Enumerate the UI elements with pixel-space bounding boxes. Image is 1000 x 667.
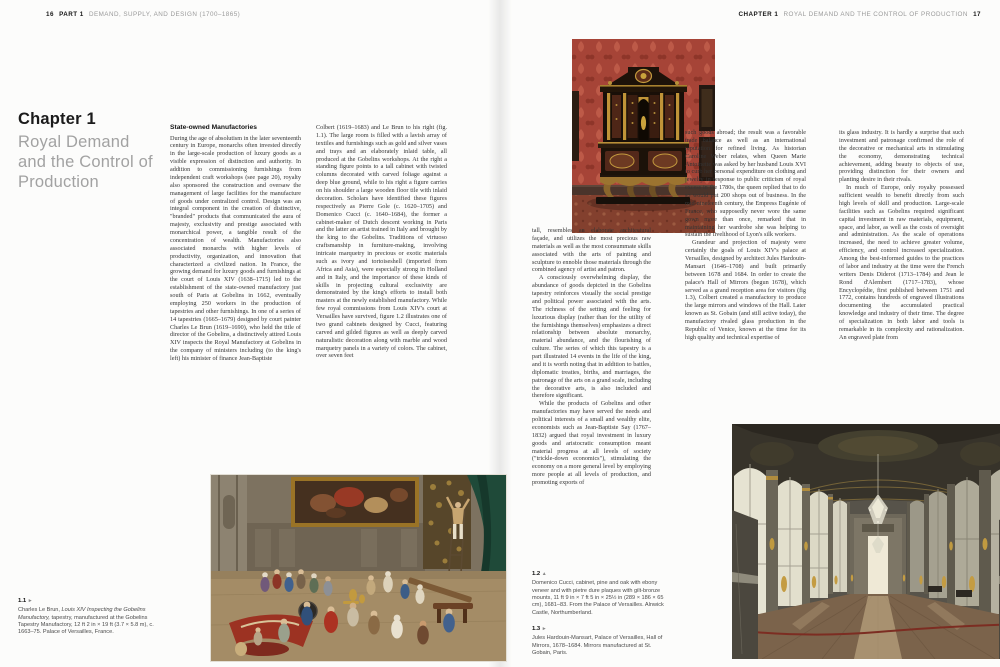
caption-number: 1.2 (532, 571, 541, 577)
caption-artist: Charles Le Brun, (18, 607, 60, 614)
left-page-column-1 (170, 124, 301, 456)
body-paragraph: tall, resembles an elaborate architectural façade, and utilizes the most precious raw materials as well as the most consummate skills associated with the arts of painting and sculpture to ennoble those materials through the combined agency of artist and patron. (532, 227, 651, 274)
right-running-header (739, 11, 984, 18)
left-page-column-2 (316, 124, 447, 456)
chapter-number: Chapter 1 (18, 110, 96, 128)
chapter-label: CHAPTER 1 (738, 11, 779, 18)
chapter-title-block (18, 110, 160, 192)
caption-figure-1-2 (532, 571, 664, 617)
tapestry-photo-louis-xiv-inspecting-gobelins (210, 474, 507, 662)
chapter-running-title: ROYAL DEMAND AND THE CONTROL OF PRODUCTION (783, 11, 968, 18)
part-title: DEMAND, SUPPLY, AND DESIGN (1700–1865) (88, 11, 241, 18)
caption-details: tapestry, manufactured at the Gobelins Tapestry Manufactory, 12 ft 2 in × 19 ft (3.7 × 5.8 m), c. 1663–75. Palace of Versailles, France. (18, 614, 154, 636)
caption-pointer-icon: ► (541, 626, 547, 632)
body-paragraph: such goods abroad; the result was a favorable trade balance as well as an international reputation for refined living. As historian Caroline Weber relates, when Queen Marie Antoinette was asked by her husband Louis XVI to curb her personal expenditure on clothing and jewelry in response to public criticism of royal excess in the 1780s, the queen replied that to do so would put 200 shops out of business. In the mid-nineteenth century, the Empress Eugénie of France, who supposedly never wore the same gown more than once, remarked that in maintaining her wardrobe she was helping to sustain the livelihood of Lyon's silk workers. (685, 129, 806, 239)
left-running-header (46, 11, 243, 18)
body-paragraph: In much of Europe, only royalty possessed sufficient wealth to benefit directly from such high levels of skill and production. Large-scale facilities such as Gobelins required significant capital investment in raw materials, equipment, space, and labor, as well as the costs of oversight and administration. As the scale of operations increased, the need to achieve greater volume, efficiency, and control increased specialization. Among the best-informed guides to the practices of labor and industry at the time were the French writers Denis Diderot (1713–1784) and Jean le Rond d'Alembert (1717–1783), whose Encyclopédie, first published between 1751 and 1772, contains hundreds of engraved illustrations documenting the accumulated practical knowledge and industry of their time. The degree of specialization in both labor and tools is remarkable in its complexity and rationalization. An engraved plate from (839, 184, 964, 341)
chapter-title: Royal Demand and the Control of Production (18, 133, 153, 192)
body-paragraph: Grandeur and projection of majesty were certainly the goals of Louis XIV's palace at Versailles, designed by architect Jules Hardouin-Mansart (1646–1708) and built primarily between 1678 and 1684. In order to create the palace's Hall of Mirrors (begun 1678), which served as a grand reception area for visitors (fig 1.3), Colbert created a manufactory to produce the large mirrors and windows of the Hall. Later known as St. Gobain (and still active today), the manufactory rivaled glass production in the Republic of Venice, known at the time for its high quality and technical expertise of (685, 239, 806, 341)
caption-number: 1.1 (18, 598, 27, 604)
caption-figure-1-3 (532, 626, 664, 657)
right-page-column-2 (685, 129, 806, 401)
right-page-number: 17 (973, 11, 981, 18)
body-paragraph: A consciously overwhelming display, the abundance of goods depicted in the Gobelins tapestry reinforces visually the social prestige and political power associated with the arts. The richness of the setting and feeling for luxurious display (rather than for the utility of the furnishings themselves) emphasizes a direct relationship between absolute monarchy, material abundance, and the flourishing of culture. The series of which this tapestry is a part illustrated 14 events in the life of the king, and it is worth noting that in addition to battles, diplomatic treaties, births, and marriages, the patronage of the arts on a grand scale, including the decorative arts, is also included and therefore significant. (532, 274, 651, 400)
body-paragraph: its glass industry. It is hardly a surprise that such investment and patronage confirmed the role of the decorative or mechanical arts in stimulating the economy, demonstrating technical achievement, adding beauty to objects of use, providing distinction for their owners and planting desire in their rivals. (839, 129, 964, 184)
right-page-column-3 (839, 129, 964, 401)
caption-number: 1.3 (532, 626, 541, 632)
caption-details: Domenico Cucci, cabinet, pine and oak with ebony veneer and with pietre dure plaques with gilt-bronze mounts, 11 ft 9 in × 7 ft 5 in × 25½ in (289 × 186 × 65 cm), 1681–83. From the Palace of Versailles. Alnwick Castle, Northumberland. (532, 580, 664, 616)
body-paragraph: While the products of Gobelins and other manufactories may have served the needs and political interests of a small and wealthy elite, economists such as Jean-Baptiste Say (1767–1832) argued that royal investment in luxury goods and aristocratic consumption meant material progress at all levels of society ("trickle-down economics"), stimulating the economy on a more general level by employing more people at all levels of production, and promoting exports of (532, 400, 651, 486)
caption-pointer-icon: ▲ (541, 571, 547, 577)
body-paragraph: Colbert (1619–1683) and Le Brun to his right (fig. 1.1). The large room is filled with a lavish array of textiles and furnishings such as gold and silver vases and trays and an elaborately inlaid table, all produced at the Gobelins workshops. At the right a standing figure points to a tall cabinet with twisted columns decorated with carved foliage against a deep blue ground, while to his right a figure carries on his shoulder a large wooden floor tile with inlaid decoration. Scholars have identified these figures respectively as Pierre Gole (c. 1620–1705) and Domenico Cucci (c. 1640–1684), the former a cabinet-maker of Dutch descent working in Paris and the latter an artist trained in Italy and brought by the king to the Gobelins. Traditions of virtuoso craftsmanship in furniture-making, involving intricate marquetry in precious or exotic materials such as ivory and tortoiseshell (imported from Africa and Asia), were especially strong in Holland and in Italy, and the importance of these kinds of skills in projecting cultural exclusivity are demonstrated by the king's efforts to install both masters at the newly established manufactory. While few royal commissions from Louis XIV's court at Versailles have survived, figure 1.2 illustrates one of two grand cabinets designed by Cucci, featuring carved and gilded figures as well as deeply carved naturalistic decoration along with marble and wood marquetry panels in a variety of colors. The cabinet, over seven feet (316, 124, 447, 360)
body-paragraph: During the age of absolutism in the later seventeenth century in Europe, monarchs often invested directly in the large-scale production of luxury goods as a visible expression of distinction and authority. In addition to commissioning furnishings from independent craft workshops (see page 20), royalty also sponsored the construction and oversaw the management of large facilities for the manufacture of goods under centralized control. Design was an integral component in the creation of distinctive, "branded" products that communicated the aura of majesty, exclusivity and prestige associated with monarchical power, a tangible result of the concentration of wealth. Manufactories also associated monarchs with higher levels of productivity, organization, and innovation that characterized a civilized nation. In France, the growing demand for luxury goods and furnishings at the court of Louis XIV (1638–1715) led to the establishment of the state-owned manufactory just south of Paris at Gobelins in 1662, eventually employing 250 workers in the production of tapestries and other furnishings. In one of a series of 14 tapestries (1665–1679) designed by court painter Charles Le Brun (1619–1690), who held the title of director of the Gobelins, a distinctively attired Louis XIV inspects the Royal Manufactory at Gobelins in the company of ministers including (to the king's left) his minister of finance Jean-Baptiste (170, 134, 301, 362)
right-page-column-1 (532, 227, 651, 558)
caption-figure-1-1 (18, 598, 168, 637)
section-heading: State-owned Manufactories (170, 124, 257, 131)
left-page-number: 16 (46, 11, 54, 18)
caption-pointer-icon: ► (27, 598, 33, 604)
hall-of-mirrors-photo (732, 424, 1000, 659)
caption-artwork-title: Louis XIV Inspecting the Gobelins Manufactory, (18, 607, 146, 621)
caption-details: Jules Hardouin-Mansart, Palace of Versailles, Hall of Mirrors, 1678–1684. Mirrors manufactured at St. Gobain, Paris. (532, 635, 663, 657)
part-label: PART 1 (59, 11, 84, 18)
